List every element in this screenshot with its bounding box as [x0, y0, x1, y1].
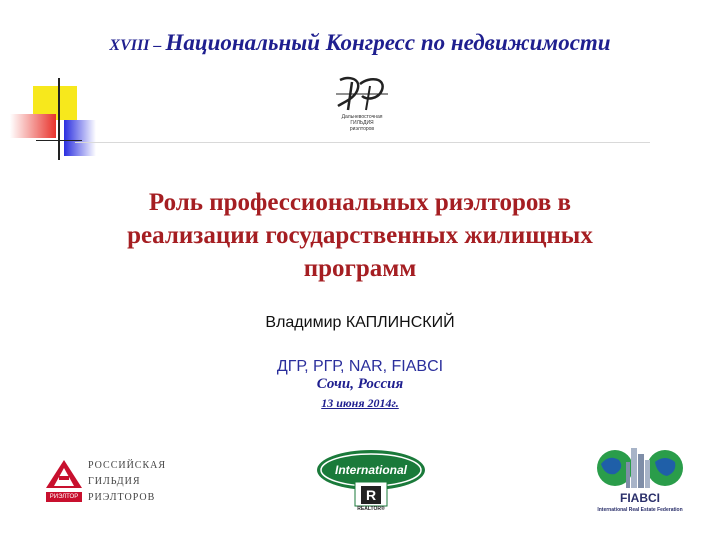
decor-horizontal-line [36, 140, 82, 141]
svg-text:R: R [365, 487, 377, 503]
speaker-name: Владимир КАПЛИНСКИЙ [265, 314, 455, 331]
fiabci-name: FIABCI [620, 491, 660, 505]
international-label: International [334, 463, 407, 477]
guild-monogram-icon [330, 72, 394, 114]
rgr-name: РОССИЙСКАЯ ГИЛЬДИЯ РИЭЛТОРОВ [88, 460, 167, 503]
rgr-house-icon [44, 458, 84, 492]
event-city: Сочи, Россия [316, 376, 404, 392]
guild-caption: Дальневосточная ГИЛЬДИЯ риэлторов [341, 114, 383, 132]
russian-guild-logo [44, 458, 174, 504]
far-east-guild-logo [330, 72, 394, 142]
event-date: 13 июня 2014г. [321, 396, 399, 410]
decor-vertical-line [58, 78, 60, 160]
congress-number: XVIII – [109, 37, 162, 54]
congress-title [0, 30, 720, 56]
decor-red-square [10, 114, 56, 138]
fiabci-globe-icon [585, 444, 695, 490]
header-divider [75, 142, 650, 143]
rgr-badge-label: РИЭЛТОР [46, 492, 82, 502]
fiabci-logo [585, 444, 695, 516]
international-realtor-logo [315, 448, 427, 514]
fiabci-subtitle: International Real Estate Federation [597, 507, 683, 513]
congress-name: Национальный Конгресс по недвижимости [165, 30, 611, 55]
speaker-affiliations: ДГР, РГР, NAR, FIABCI [276, 358, 444, 375]
presentation-title: Роль профессиональных риэлторов в реализации государственных жилищных программ [127, 189, 593, 282]
decor-blue-square [64, 120, 96, 156]
realtor-label: REALTOR® [357, 506, 385, 512]
realtor-emblem-icon [315, 448, 427, 514]
